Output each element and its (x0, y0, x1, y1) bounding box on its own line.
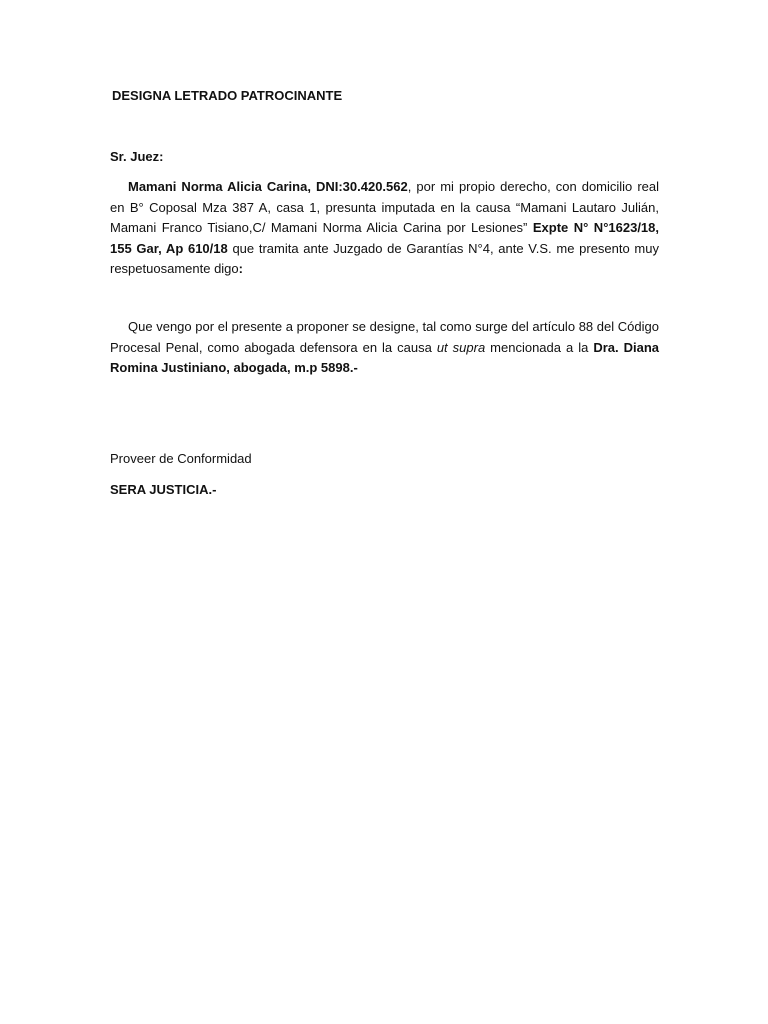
latin-phrase: ut supra (436, 339, 486, 355)
case-file-number: Expte N° N°1623/18, 155 Gar, Ap 610/18 (110, 220, 659, 256)
closing-request: Proveer de Conformidad (110, 451, 252, 466)
document-title: DESIGNA LETRADO PATROCINANTE (112, 88, 343, 103)
party-name-dni: Mamani Norma Alicia Carina, DNI:30.420.562 (128, 179, 408, 194)
paragraph1-text-a: , por mi propio derecho, con domicilio real en B° Coposal Mza 387 A, casa 1, presunta imputada en la causa “Mamani Lautaro Julián, Mamani Franco Tisiano,C/ Mamani Norma Alicia Carina por Lesiones” (110, 179, 659, 235)
lawyer-name: Dra. Diana Romina Justiniano, abogada, m.p 5898.- (110, 339, 659, 375)
salutation: Sr. Juez: (110, 149, 164, 164)
paragraph-designation (110, 317, 659, 379)
paragraph1-colon: : (238, 261, 243, 276)
paragraph-presentation (110, 177, 659, 280)
paragraph1-text-b: que tramita ante Juzgado de Garantías N°4, ante V.S. me presento muy respetuosamente digo (110, 240, 659, 276)
paragraph2-text-b: mencionada a la (485, 339, 594, 355)
paragraph2-text-a: Que vengo por el presente a proponer se designe, tal como surge del artículo 88 del Código Procesal Penal, como abogada defensora en la causa (110, 319, 659, 355)
closing-justice: SERA JUSTICIA.- (110, 482, 217, 497)
